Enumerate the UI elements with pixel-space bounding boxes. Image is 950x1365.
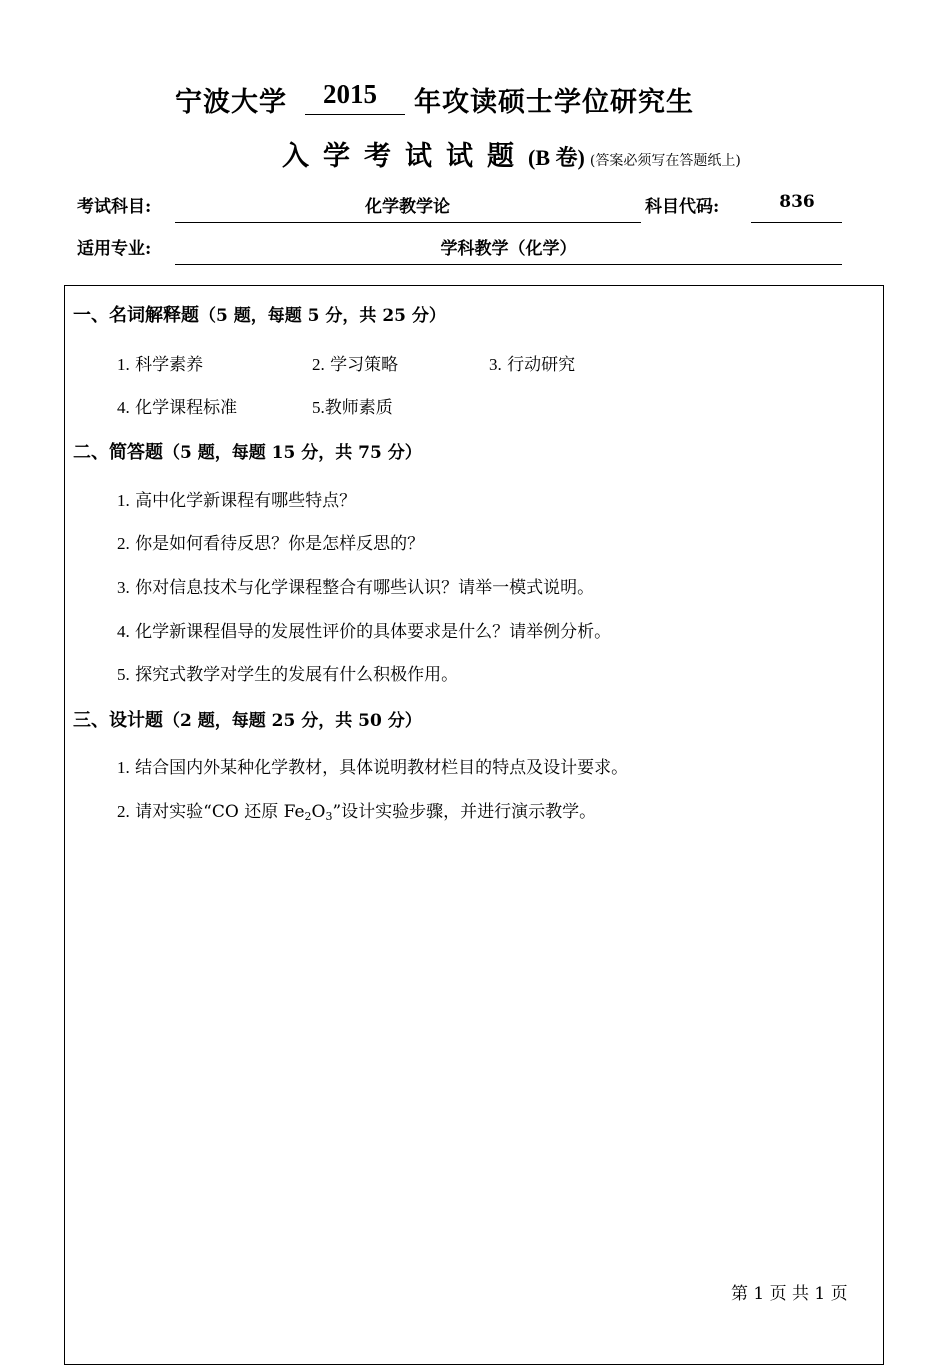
- list-item: 1. 科学素养: [117, 355, 204, 375]
- list-item: 1. 结合国内外某种化学教材，具体说明教材栏目的特点及设计要求。: [117, 758, 629, 778]
- list-item: 3. 行动研究: [489, 355, 576, 375]
- section-1-heading: [73, 301, 446, 327]
- code-value: 836: [779, 192, 815, 212]
- major-label: 适用专业:: [77, 239, 152, 259]
- subject-value: 化学教学论: [365, 197, 450, 217]
- list-item: 5.教师素质: [312, 398, 393, 418]
- section-3-heading: [73, 706, 422, 732]
- section-3-points: （2 题，每题 25 分，共 50 分）: [163, 711, 422, 731]
- section-3-title: 三、设计题: [73, 710, 163, 731]
- list-item: 4. 化学课程标准: [117, 398, 238, 418]
- major-underline: [175, 264, 842, 265]
- list-item: 2. 你是如何看待反思？你是怎样反思的？: [117, 534, 425, 554]
- page-number: 第 1 页 共 1 页: [731, 1284, 848, 1304]
- list-item: 4. 化学新课程倡导的发展性评价的具体要求是什么？请举例分析。: [117, 622, 612, 642]
- subject-label: 考试科目:: [77, 197, 152, 217]
- title-rest: 年攻读硕士学位研究生: [414, 87, 694, 118]
- exam-year: 2015: [323, 79, 377, 109]
- exam-title: 入学考试试题: [282, 141, 528, 172]
- list-item: 3. 你对信息技术与化学课程整合有哪些认识？请举一模式说明。: [117, 578, 595, 598]
- exam-title-line: [282, 134, 741, 173]
- list-item: 1. 高中化学新课程有哪些特点？: [117, 491, 357, 511]
- section-2-heading: [73, 438, 422, 464]
- section-1-title: 一、名词解释题: [73, 305, 199, 326]
- section-2-points: （5 题，每题 15 分，共 75 分）: [163, 443, 422, 463]
- subject-underline: [175, 222, 641, 223]
- list-item: 5. 探究式教学对学生的发展有什么积极作用。: [117, 665, 459, 685]
- answer-note: (答案必须写在答题纸上): [589, 153, 741, 169]
- major-value: 学科教学（化学）: [440, 239, 577, 259]
- list-item: 2. 学习策略: [312, 355, 399, 375]
- code-label: 科目代码:: [645, 197, 720, 217]
- section-2-title: 二、简答题: [73, 442, 163, 463]
- section-1-points: （5 题，每题 5 分，共 25 分）: [199, 306, 446, 326]
- paper-version: (B 卷): [528, 145, 585, 170]
- year-underline: [305, 114, 405, 115]
- list-item: 2. 请对实验“CO 还原 $Fe_2O_3$”设计实验步骤，并进行演示教学。: [117, 802, 597, 823]
- university-name: 宁波大学: [175, 87, 287, 118]
- code-underline: [751, 222, 842, 223]
